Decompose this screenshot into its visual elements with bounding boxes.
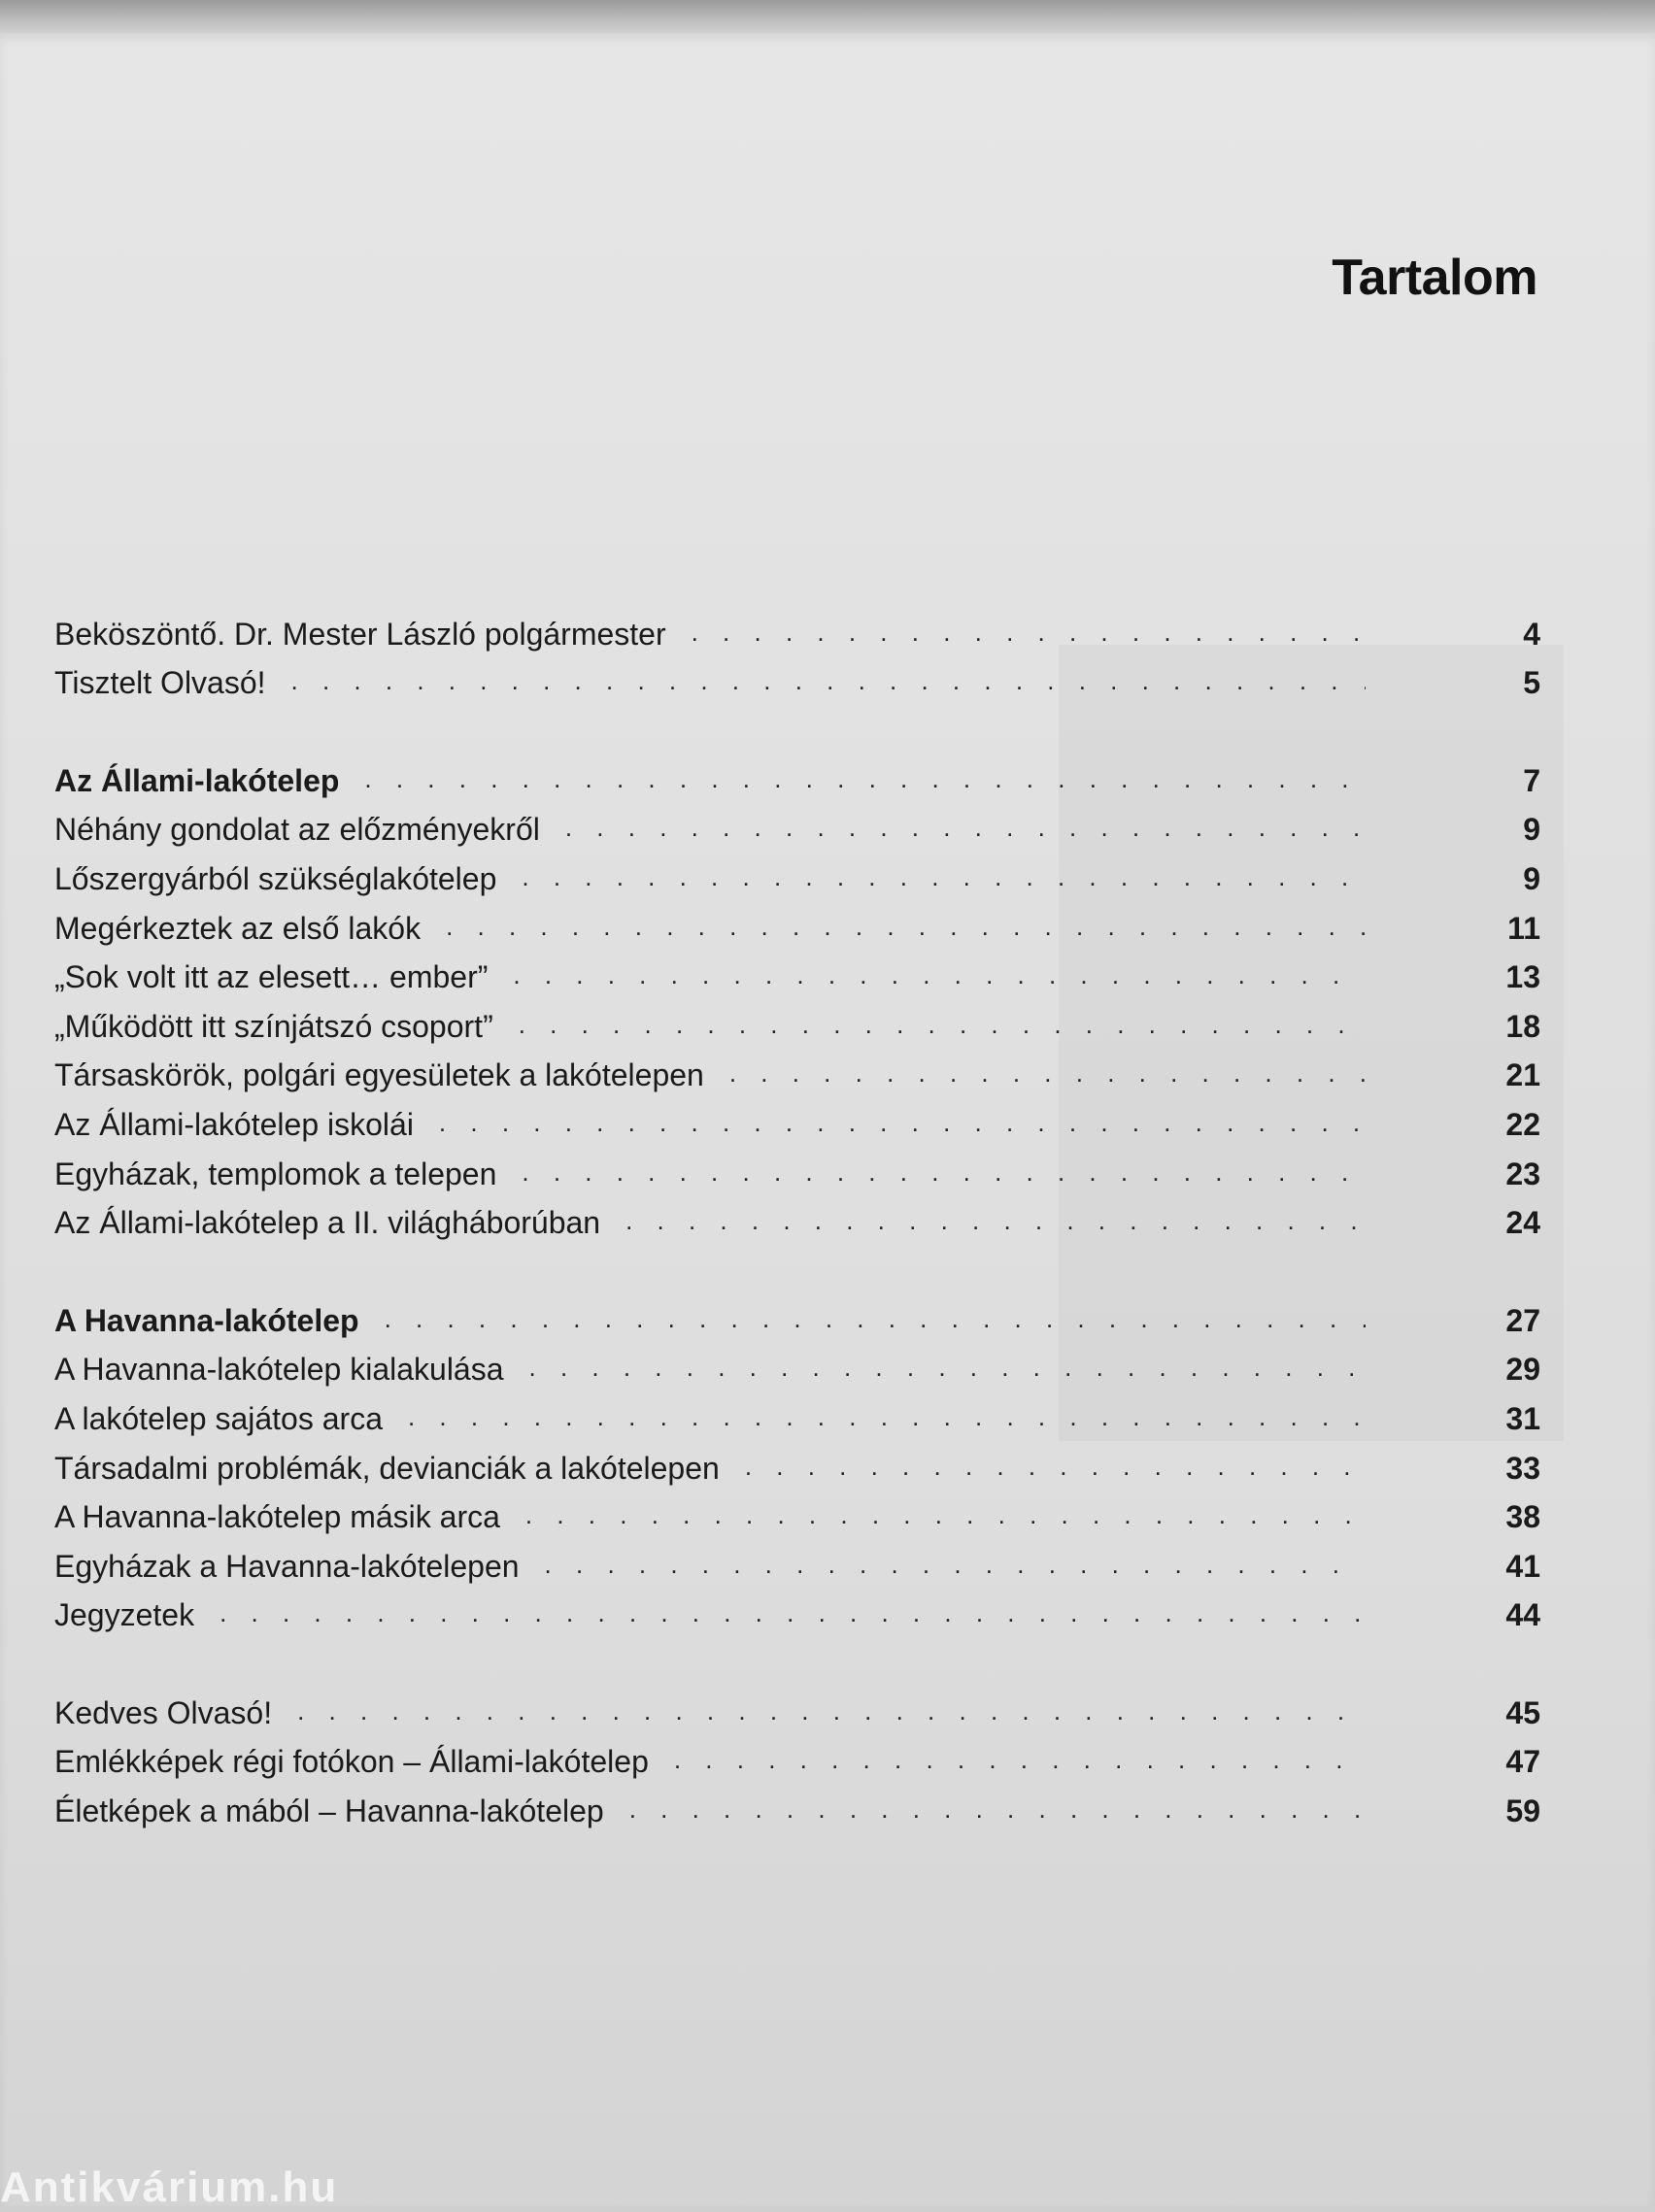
dot-leader [525, 1495, 1366, 1536]
toc-entry-label: „Sok volt itt az elesett… ember” [54, 959, 489, 995]
dot-leader-dots [439, 1103, 1366, 1142]
dot-leader-dots [545, 1545, 1366, 1584]
toc-page-number: 9 [1523, 860, 1540, 896]
dot-leader [674, 1740, 1366, 1781]
dot-leader-dots [446, 907, 1366, 946]
toc-page-number: 27 [1505, 1302, 1540, 1338]
dot-leader-dots [525, 1495, 1366, 1534]
dot-leader [565, 808, 1366, 849]
toc-entry-label: Az Állami-lakótelep [54, 762, 340, 798]
toc-entry-label: Emlékképek régi fotókon – Állami-lakótelep [54, 1744, 649, 1780]
toc-entry-label: Kedves Olvasó! [54, 1694, 273, 1730]
dot-leader [519, 1005, 1366, 1046]
toc-entry-label: Lőszergyárból szükséglakótelep [54, 860, 497, 896]
toc-entry [54, 1389, 1540, 1438]
toc-page-number: 9 [1523, 812, 1540, 848]
dot-leader [385, 1299, 1366, 1340]
dot-leader [692, 613, 1366, 654]
toc-entry [54, 948, 1540, 997]
toc-page-number: 41 [1505, 1548, 1540, 1584]
toc-entry-label: „Működött itt színjátszó csoport” [54, 1008, 493, 1044]
toc-entry-label: Társaskörök, polgári egyesületek a lakótelepen [54, 1057, 704, 1093]
dot-leader-dots [519, 1005, 1366, 1044]
toc-entry-label: Egyházak a Havanna-lakótelepen [54, 1548, 520, 1584]
dot-leader-dots [297, 1692, 1366, 1730]
dot-leader [513, 955, 1366, 996]
dot-leader-dots [364, 759, 1366, 798]
toc-page-number: 21 [1505, 1057, 1540, 1093]
dot-leader [629, 1790, 1366, 1830]
toc-group [54, 604, 1540, 702]
dot-leader [297, 1692, 1366, 1732]
toc-page-number: 31 [1505, 1400, 1540, 1436]
dot-leader-dots [729, 1054, 1366, 1092]
toc-group [54, 751, 1540, 1242]
toc-entry [54, 1340, 1540, 1390]
dot-leader [220, 1593, 1366, 1634]
toc-entry [54, 1683, 1540, 1732]
toc-entry [54, 1193, 1540, 1243]
toc-page-number: 4 [1523, 616, 1540, 652]
dot-leader [545, 1545, 1366, 1586]
dot-leader [625, 1201, 1366, 1242]
toc-page-number: 38 [1505, 1499, 1540, 1535]
toc-page-number: 33 [1505, 1450, 1540, 1486]
toc-page-number: 24 [1505, 1205, 1540, 1241]
toc-entry-label: Beköszöntő. Dr. Mester László polgármester [54, 616, 666, 652]
dot-leader-dots [629, 1790, 1366, 1828]
dot-leader-dots [291, 661, 1366, 700]
toc-entry-label: A Havanna-lakótelep kialakulása [54, 1352, 504, 1388]
dot-leader-dots [565, 808, 1366, 847]
toc-entry [54, 849, 1540, 898]
toc-entry-label: Jegyzetek [54, 1597, 195, 1633]
dot-leader-dots [745, 1447, 1366, 1486]
toc-page-number: 47 [1505, 1744, 1540, 1780]
toc-page-number: 18 [1505, 1008, 1540, 1044]
toc-page-number: 7 [1523, 762, 1540, 798]
dot-leader [439, 1103, 1366, 1144]
toc-entry [54, 800, 1540, 850]
toc-entry [54, 898, 1540, 948]
toc-entry [54, 1438, 1540, 1488]
toc-entry-label: Néhány gondolat az előzményekről [54, 812, 540, 848]
toc-page-number: 13 [1505, 959, 1540, 995]
toc-page-number: 11 [1507, 910, 1540, 946]
dot-leader-dots [385, 1299, 1366, 1338]
toc-section-entry [54, 1290, 1540, 1340]
toc-entry [54, 996, 1540, 1046]
toc-page-number: 44 [1505, 1597, 1540, 1633]
toc-entry-label: A Havanna-lakótelep másik arca [54, 1499, 500, 1535]
toc-entry-label: A lakótelep sajátos arca [54, 1400, 383, 1436]
dot-leader [729, 1054, 1366, 1094]
toc-page-number: 23 [1505, 1156, 1540, 1191]
toc-section-entry [54, 751, 1540, 800]
dot-leader-dots [408, 1397, 1366, 1436]
toc-entry [54, 1732, 1540, 1782]
toc-entry [54, 1144, 1540, 1193]
toc-entry [54, 1488, 1540, 1537]
toc-entry [54, 1094, 1540, 1144]
dot-leader [745, 1447, 1366, 1488]
dot-leader-dots [220, 1593, 1366, 1632]
page-title: Tartalom [1332, 250, 1537, 306]
table-of-contents [54, 604, 1540, 1830]
dot-leader [522, 1153, 1366, 1193]
toc-entry-label: Az Állami-lakótelep iskolái [54, 1106, 414, 1142]
dot-leader-dots [522, 857, 1366, 896]
dot-leader-dots [513, 955, 1366, 994]
toc-entry-label: Az Állami-lakótelep a II. világháborúban [54, 1205, 601, 1241]
toc-entry [54, 1781, 1540, 1830]
dot-leader [408, 1397, 1366, 1438]
toc-entry [54, 1536, 1540, 1586]
toc-page-number: 22 [1505, 1106, 1540, 1142]
toc-entry [54, 1586, 1540, 1635]
toc-entry-label: Megérkeztek az első lakók [54, 910, 422, 946]
page-top-edge [0, 0, 1655, 33]
toc-entry [54, 654, 1540, 703]
toc-entry-label: Életképek a mából – Havanna-lakótelep [54, 1793, 604, 1829]
toc-group [54, 1683, 1540, 1830]
toc-page-number: 45 [1505, 1694, 1540, 1730]
toc-entry [54, 604, 1540, 654]
toc-entry [54, 1046, 1540, 1095]
dot-leader [446, 907, 1366, 948]
dot-leader [364, 759, 1366, 800]
dot-leader [291, 661, 1366, 702]
toc-page-number: 5 [1523, 665, 1540, 701]
toc-entry-label: Tisztelt Olvasó! [54, 665, 266, 701]
toc-entry-label: Társadalmi problémák, devianciák a lakótelepen [54, 1450, 720, 1486]
dot-leader-dots [625, 1201, 1366, 1240]
toc-page-number: 59 [1505, 1793, 1540, 1829]
toc-entry-label: Egyházak, templomok a telepen [54, 1156, 497, 1191]
dot-leader-dots [529, 1348, 1366, 1387]
dot-leader-dots [674, 1740, 1366, 1779]
dot-leader [529, 1348, 1366, 1389]
dot-leader-dots [522, 1153, 1366, 1191]
watermark: Antikvárium.hu [0, 2163, 339, 2211]
dot-leader-dots [692, 613, 1366, 652]
toc-page-number: 29 [1505, 1352, 1540, 1388]
dot-leader [522, 857, 1366, 898]
toc-entry-label: A Havanna-lakótelep [54, 1302, 359, 1338]
toc-group [54, 1290, 1540, 1634]
